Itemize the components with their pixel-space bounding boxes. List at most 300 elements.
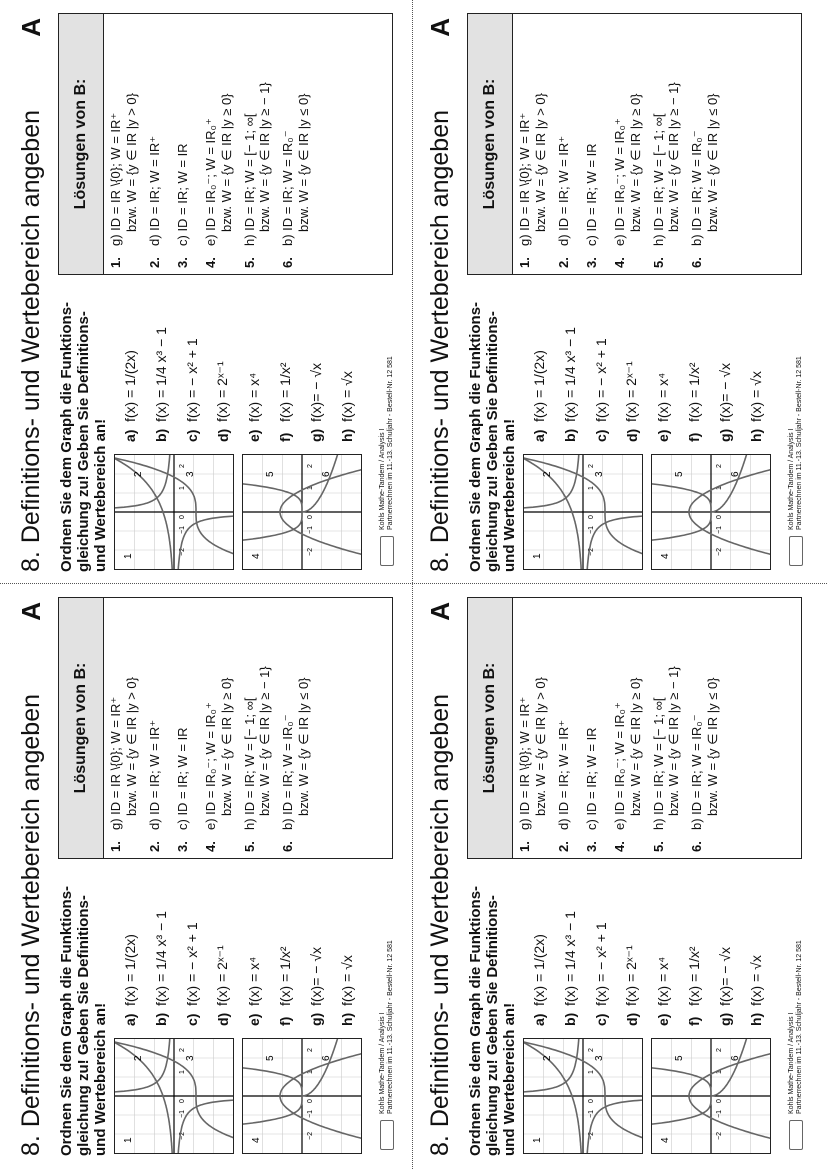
task-instruction: Ordnen Sie dem Graph die Funktions-gleichung zu! Geben Sie Definitions- und Wertebereich an!: [58, 885, 109, 1156]
graph-number-label: 1: [532, 1137, 543, 1143]
function-equation: f(x) = 1/x²: [276, 946, 293, 1006]
task-instruction: Ordnen Sie dem Graph die Funktions-gleichung zu! Geben Sie Definitions- und Wertebereich an!: [467, 885, 518, 1156]
vertical-cut-line: [412, 0, 413, 1169]
axis-tick-label: 2: [307, 464, 314, 468]
footer-line: Kohls Mathe-Tandem / Analysis I: [788, 428, 795, 530]
footer-line: Kohls Mathe-Tandem / Analysis I: [379, 428, 386, 530]
solution-line: bzw. W = {y ∈ IR |y > 0}: [124, 677, 139, 816]
graph-number-label: 4: [660, 553, 671, 559]
worksheet-card: [423, 8, 808, 578]
card-title: [17, 110, 46, 572]
graph-svg: [243, 1039, 361, 1153]
graph-number-label: 5: [265, 471, 276, 477]
footer-line: Kohls Mathe-Tandem / Analysis I: [788, 1012, 795, 1114]
exercise-number: 8.: [426, 551, 454, 572]
function-equation: f(x) = √x: [338, 371, 355, 422]
solution-number: 1.: [517, 841, 532, 852]
exercise-number: 8.: [426, 1135, 454, 1156]
function-item: [269, 866, 300, 1026]
graph-panel-bottom: [651, 454, 771, 570]
task-instruction: Ordnen Sie dem Graph die Funktions-gleichung zu! Geben Sie Definitions- und Wertebereich an!: [467, 301, 518, 572]
function-label: e): [654, 1013, 671, 1026]
axis-tick-label: −1: [588, 1110, 595, 1118]
card-footer: [788, 356, 804, 566]
function-equation: f(x) = − x² + 1: [592, 338, 609, 422]
function-equation: f(x)= − √x: [307, 362, 324, 422]
axis-tick-label: 2: [179, 1048, 186, 1052]
solution-number: 2.: [556, 257, 571, 268]
solution-item: [513, 598, 552, 858]
solution-line: bzw. W = {y ∈ IR |y ≥ − 1}: [257, 666, 272, 816]
solution-line: h) ID = IR; W = [− 1; ∞[: [242, 697, 257, 830]
solution-item: [276, 598, 315, 858]
axis-tick-label: 0: [588, 515, 595, 519]
solution-line: bzw. W = {y ∈ IR |y > 0}: [124, 93, 139, 232]
solution-line: d) ID = IR; W = IR⁺: [556, 135, 571, 246]
function-equation: f(x) = 1/(2x): [530, 934, 547, 1006]
function-item: [740, 282, 771, 442]
solutions-box: [58, 597, 393, 859]
function-label: d): [214, 1012, 231, 1026]
function-item: [331, 282, 362, 442]
solution-item: [143, 598, 171, 858]
function-label: f): [685, 1016, 702, 1026]
graph-number-label: 2: [133, 1055, 144, 1061]
solution-number: 4.: [612, 257, 627, 268]
function-equation: f(x) = x⁴: [654, 956, 671, 1006]
axis-tick-label: 0: [588, 1099, 595, 1103]
worksheet-card: [14, 8, 399, 578]
solution-line: e) ID = IR₀⁻; W = IR₀⁺: [203, 118, 218, 246]
solution-line: b) ID = IR; W = IR₀⁻: [689, 130, 704, 246]
solution-line: c) ID = IR; W = IR: [584, 727, 599, 830]
axis-tick-label: 1: [716, 486, 723, 490]
solution-line: e) ID = IR₀⁻; W = IR₀⁺: [612, 702, 627, 830]
solution-line: h) ID = IR; W = [− 1; ∞[: [242, 113, 257, 246]
axis-tick-label: −1: [179, 526, 186, 534]
function-equation: f(x) = √x: [747, 955, 764, 1006]
solution-number: 4.: [612, 841, 627, 852]
axis-tick-label: −2: [307, 1132, 314, 1140]
function-equation: f(x) = 1/4 x³ − 1: [561, 911, 578, 1006]
solution-item: [647, 598, 685, 858]
function-label: e): [654, 429, 671, 442]
solutions-header: Lösungen von B:: [468, 14, 513, 274]
solution-item: [580, 14, 608, 274]
graph-number-label: 5: [674, 1055, 685, 1061]
solution-line: bzw. W = {y ∈ IR |y > 0}: [533, 677, 548, 816]
solution-number: 3.: [175, 257, 190, 268]
solution-line: b) ID = IR; W = IR₀⁻: [280, 130, 295, 246]
solution-number: 5.: [242, 841, 257, 852]
axis-tick-label: −2: [716, 548, 723, 556]
solutions-box: [467, 597, 802, 859]
graph-number-label: 6: [730, 471, 741, 477]
function-equation: f(x) = 1/x²: [276, 362, 293, 422]
solution-line: c) ID = IR; W = IR: [175, 143, 190, 246]
solution-line: b) ID = IR; W = IR₀⁻: [280, 714, 295, 830]
axis-tick-label: 1: [716, 1070, 723, 1074]
function-label: e): [245, 429, 262, 442]
card-footer: [379, 356, 395, 566]
function-item: [585, 866, 616, 1026]
function-label: e): [245, 1013, 262, 1026]
graph-panel-top: [114, 454, 234, 570]
card-content: [14, 592, 399, 1162]
graph-svg: [115, 455, 233, 569]
solution-line: e) ID = IR₀⁻; W = IR₀⁺: [612, 118, 627, 246]
function-item: [145, 282, 176, 442]
function-label: c): [183, 1013, 200, 1026]
solution-number: 2.: [147, 257, 162, 268]
function-item: [269, 282, 300, 442]
function-label: b): [152, 428, 169, 442]
solution-item: [685, 14, 724, 274]
card-content: [14, 8, 399, 578]
publisher-logo: [789, 536, 803, 566]
solution-line: g) ID = IR \{0}; W = IR⁺: [108, 112, 123, 246]
solution-line: bzw. W = {y ∈ IR |y ≤ 0}: [705, 677, 720, 816]
solution-item: [513, 14, 552, 274]
solution-line: c) ID = IR; W = IR: [175, 727, 190, 830]
graph-number-label: 5: [265, 1055, 276, 1061]
axis-tick-label: −2: [179, 1132, 186, 1140]
axis-tick-label: 2: [307, 1048, 314, 1052]
function-item: [331, 866, 362, 1026]
solution-line: h) ID = IR; W = [− 1; ∞[: [651, 113, 666, 246]
solution-number: 6.: [689, 257, 704, 268]
graph-svg: [115, 1039, 233, 1153]
solution-line: bzw. W = {y ∈ IR |y ≥ 0}: [628, 677, 643, 816]
graph-panel-bottom: [242, 1038, 362, 1154]
task-instruction: Ordnen Sie dem Graph die Funktions-gleichung zu! Geben Sie Definitions- und Wertebereich an!: [58, 301, 109, 572]
axis-tick-label: 0: [179, 515, 186, 519]
solutions-header: Lösungen von B:: [59, 598, 104, 858]
function-label: d): [623, 1012, 640, 1026]
solution-item: [171, 598, 199, 858]
axis-tick-label: −1: [716, 526, 723, 534]
axis-tick-label: 1: [307, 1070, 314, 1074]
axis-tick-label: −2: [588, 548, 595, 556]
solutions-box: [467, 13, 802, 275]
function-label: c): [592, 429, 609, 442]
axis-tick-label: −2: [307, 548, 314, 556]
function-equation: f(x) = 1/4 x³ − 1: [152, 327, 169, 422]
graph-panel-bottom: [651, 1038, 771, 1154]
solution-number: 5.: [242, 257, 257, 268]
solution-line: bzw. W = {y ∈ IR |y ≥ − 1}: [666, 666, 681, 816]
function-item: [176, 282, 207, 442]
solution-number: 6.: [689, 841, 704, 852]
function-equation: f(x) = 2ˣ⁻¹: [214, 945, 230, 1006]
function-list: [114, 282, 362, 442]
axis-tick-label: 2: [179, 464, 186, 468]
solution-item: [580, 598, 608, 858]
graph-number-label: 6: [321, 471, 332, 477]
function-item: [585, 282, 616, 442]
function-label: f): [685, 432, 702, 442]
solution-line: d) ID = IR; W = IR⁺: [556, 719, 571, 830]
exercise-title: Definitions- und Wertebereich angeben: [426, 109, 454, 544]
graph-curve-1: [178, 515, 233, 569]
function-item: [678, 866, 709, 1026]
axis-tick-label: 1: [179, 1070, 186, 1074]
solution-item: [104, 598, 143, 858]
function-equation: f(x) = √x: [338, 955, 355, 1006]
solution-number: 2.: [556, 841, 571, 852]
function-item: [207, 866, 238, 1026]
function-equation: f(x) = 2ˣ⁻¹: [623, 945, 639, 1006]
solution-item: [199, 14, 238, 274]
solution-line: bzw. W = {y ∈ IR |y ≥ 0}: [219, 677, 234, 816]
exercise-title: Definitions- und Wertebereich angeben: [17, 693, 45, 1128]
function-label: d): [623, 428, 640, 442]
axis-tick-label: −2: [588, 1132, 595, 1140]
function-label: c): [592, 1013, 609, 1026]
function-list: [114, 866, 362, 1026]
solution-line: bzw. W = {y ∈ IR |y > 0}: [533, 93, 548, 232]
function-label: a): [121, 429, 138, 442]
axis-tick-label: −2: [716, 1132, 723, 1140]
card-title: [17, 694, 46, 1156]
function-equation: f(x)= − √x: [716, 946, 733, 1006]
function-equation: f(x) = − x² + 1: [183, 922, 200, 1006]
axis-tick-label: 2: [588, 1048, 595, 1052]
solution-number: 5.: [651, 257, 666, 268]
graph-curve-1: [587, 515, 642, 569]
function-item: [114, 866, 145, 1026]
horizontal-cut-line: [0, 583, 827, 584]
footer-line: Partnerrechnen im 11.-13. Schuljahr - Bestell-Nr. 12 581: [387, 940, 394, 1114]
function-label: a): [530, 1013, 547, 1026]
function-item: [554, 282, 585, 442]
axis-tick-label: 1: [179, 486, 186, 490]
solution-number: 6.: [280, 841, 295, 852]
axis-tick-label: −2: [179, 548, 186, 556]
solution-number: 1.: [517, 257, 532, 268]
function-equation: f(x) = 1/(2x): [121, 934, 138, 1006]
function-equation: f(x) = x⁴: [245, 372, 262, 422]
solution-line: bzw. W = {y ∈ IR |y ≥ 0}: [628, 93, 643, 232]
function-equation: f(x) = 2ˣ⁻¹: [214, 361, 230, 422]
function-equation: f(x) = x⁴: [654, 372, 671, 422]
function-item: [300, 866, 331, 1026]
function-item: [523, 282, 554, 442]
function-label: a): [121, 1013, 138, 1026]
graph-number-label: 3: [594, 471, 605, 477]
graph-panel-bottom: [242, 454, 362, 570]
exercise-title: Definitions- und Wertebereich angeben: [17, 109, 45, 544]
solution-line: d) ID = IR; W = IR⁺: [147, 135, 162, 246]
axis-tick-label: 0: [716, 515, 723, 519]
worksheet-card: [14, 592, 399, 1162]
card-letter: A: [16, 18, 46, 37]
solution-number: 4.: [203, 257, 218, 268]
function-label: a): [530, 429, 547, 442]
solution-item: [685, 598, 724, 858]
solution-line: c) ID = IR; W = IR: [584, 143, 599, 246]
function-item: [740, 866, 771, 1026]
axis-tick-label: 1: [588, 1070, 595, 1074]
exercise-title: Definitions- und Wertebereich angeben: [426, 693, 454, 1128]
graph-number-label: 6: [321, 1055, 332, 1061]
function-item: [616, 282, 647, 442]
graph-svg: [524, 1039, 642, 1153]
solution-line: bzw. W = {y ∈ IR |y ≤ 0}: [705, 93, 720, 232]
solution-line: e) ID = IR₀⁻; W = IR₀⁺: [203, 702, 218, 830]
card-letter: A: [16, 602, 46, 621]
axis-tick-label: 2: [716, 464, 723, 468]
graph-svg: [652, 1039, 770, 1153]
function-label: f): [276, 1016, 293, 1026]
solution-number: 3.: [584, 841, 599, 852]
function-equation: f(x) = 1/x²: [685, 362, 702, 422]
solution-item: [143, 14, 171, 274]
footer-text: [379, 940, 395, 1114]
card-letter: A: [425, 602, 455, 621]
solution-line: g) ID = IR \{0}; W = IR⁺: [517, 696, 532, 830]
solution-number: 5.: [651, 841, 666, 852]
function-equation: f(x) = 1/4 x³ − 1: [561, 327, 578, 422]
function-item: [616, 866, 647, 1026]
solution-item: [608, 598, 647, 858]
function-equation: f(x) = 1/x²: [685, 946, 702, 1006]
graph-panels: [523, 454, 773, 570]
function-item: [114, 282, 145, 442]
footer-line: Partnerrechnen im 11.-13. Schuljahr - Bestell-Nr. 12 581: [796, 356, 803, 530]
solution-item: [276, 14, 315, 274]
graph-panel-top: [114, 1038, 234, 1154]
graph-number-label: 1: [532, 553, 543, 559]
footer-text: [379, 356, 395, 530]
footer-text: [788, 356, 804, 530]
solution-number: 2.: [147, 841, 162, 852]
solutions-header: Lösungen von B:: [59, 14, 104, 274]
function-label: g): [307, 1012, 324, 1026]
axis-tick-label: 2: [716, 1048, 723, 1052]
worksheet-card: [423, 592, 808, 1162]
card-content: [423, 8, 808, 578]
function-list: [523, 866, 771, 1026]
graph-number-label: 4: [251, 1137, 262, 1143]
solutions-box: [58, 13, 393, 275]
axis-tick-label: −1: [307, 526, 314, 534]
function-item: [709, 866, 740, 1026]
card-letter: A: [425, 18, 455, 37]
graph-number-label: 2: [542, 1055, 553, 1061]
graph-number-label: 6: [730, 1055, 741, 1061]
graph-svg: [652, 455, 770, 569]
solution-line: b) ID = IR; W = IR₀⁻: [689, 714, 704, 830]
graph-number-label: 3: [594, 1055, 605, 1061]
solution-item: [552, 598, 580, 858]
function-label: c): [183, 429, 200, 442]
solution-number: 1.: [108, 841, 123, 852]
solution-number: 4.: [203, 841, 218, 852]
graph-number-label: 2: [133, 471, 144, 477]
graph-number-label: 5: [674, 471, 685, 477]
function-label: f): [276, 432, 293, 442]
card-content: [423, 592, 808, 1162]
axis-tick-label: 0: [307, 1099, 314, 1103]
axis-tick-label: 0: [716, 1099, 723, 1103]
function-label: h): [338, 428, 355, 442]
axis-tick-label: 0: [307, 515, 314, 519]
card-title: [426, 110, 455, 572]
graph-svg: [243, 455, 361, 569]
card-footer: [788, 940, 804, 1150]
solution-line: h) ID = IR; W = [− 1; ∞[: [651, 697, 666, 830]
function-label: b): [561, 1012, 578, 1026]
function-label: h): [338, 1012, 355, 1026]
function-label: g): [716, 428, 733, 442]
graph-number-label: 4: [251, 553, 262, 559]
solution-line: bzw. W = {y ∈ IR |y ≤ 0}: [296, 93, 311, 232]
axis-tick-label: 2: [588, 464, 595, 468]
solution-line: bzw. W = {y ∈ IR |y ≥ − 1}: [257, 82, 272, 232]
axis-tick-label: 1: [588, 486, 595, 490]
solution-item: [552, 14, 580, 274]
graph-panels: [523, 1038, 773, 1154]
function-label: g): [716, 1012, 733, 1026]
graph-curve-1: [178, 1099, 233, 1153]
function-item: [523, 866, 554, 1026]
graph-number-label: 4: [660, 1137, 671, 1143]
axis-tick-label: 0: [179, 1099, 186, 1103]
graph-number-label: 3: [185, 1055, 196, 1061]
footer-text: [788, 940, 804, 1114]
card-footer: [379, 940, 395, 1150]
footer-line: Partnerrechnen im 11.-13. Schuljahr - Bestell-Nr. 12 581: [796, 940, 803, 1114]
function-label: h): [747, 428, 764, 442]
solution-item: [238, 598, 276, 858]
function-item: [647, 866, 678, 1026]
function-label: h): [747, 1012, 764, 1026]
graph-number-label: 1: [123, 553, 134, 559]
function-equation: f(x) = 1/(2x): [121, 350, 138, 422]
solution-line: g) ID = IR \{0}; W = IR⁺: [517, 112, 532, 246]
solution-number: 1.: [108, 257, 123, 268]
function-item: [238, 282, 269, 442]
function-item: [647, 282, 678, 442]
function-equation: f(x)= − √x: [307, 946, 324, 1006]
graph-panel-top: [523, 454, 643, 570]
footer-line: Partnerrechnen im 11.-13. Schuljahr - Bestell-Nr. 12 581: [387, 356, 394, 530]
solution-item: [647, 14, 685, 274]
function-item: [207, 282, 238, 442]
solutions-header: Lösungen von B:: [468, 598, 513, 858]
exercise-number: 8.: [17, 1135, 45, 1156]
function-item: [678, 282, 709, 442]
function-equation: f(x) = √x: [747, 371, 764, 422]
axis-tick-label: −1: [307, 1110, 314, 1118]
graph-panels: [114, 1038, 364, 1154]
function-item: [300, 282, 331, 442]
function-equation: f(x) = − x² + 1: [592, 922, 609, 1006]
solution-line: bzw. W = {y ∈ IR |y ≥ 0}: [219, 93, 234, 232]
function-label: b): [561, 428, 578, 442]
graph-svg: [524, 455, 642, 569]
axis-tick-label: −1: [588, 526, 595, 534]
function-item: [145, 866, 176, 1026]
solution-item: [171, 14, 199, 274]
solution-line: g) ID = IR \{0}; W = IR⁺: [108, 696, 123, 830]
solution-item: [104, 14, 143, 274]
function-label: b): [152, 1012, 169, 1026]
function-item: [176, 866, 207, 1026]
card-title: [426, 694, 455, 1156]
axis-tick-label: −1: [716, 1110, 723, 1118]
